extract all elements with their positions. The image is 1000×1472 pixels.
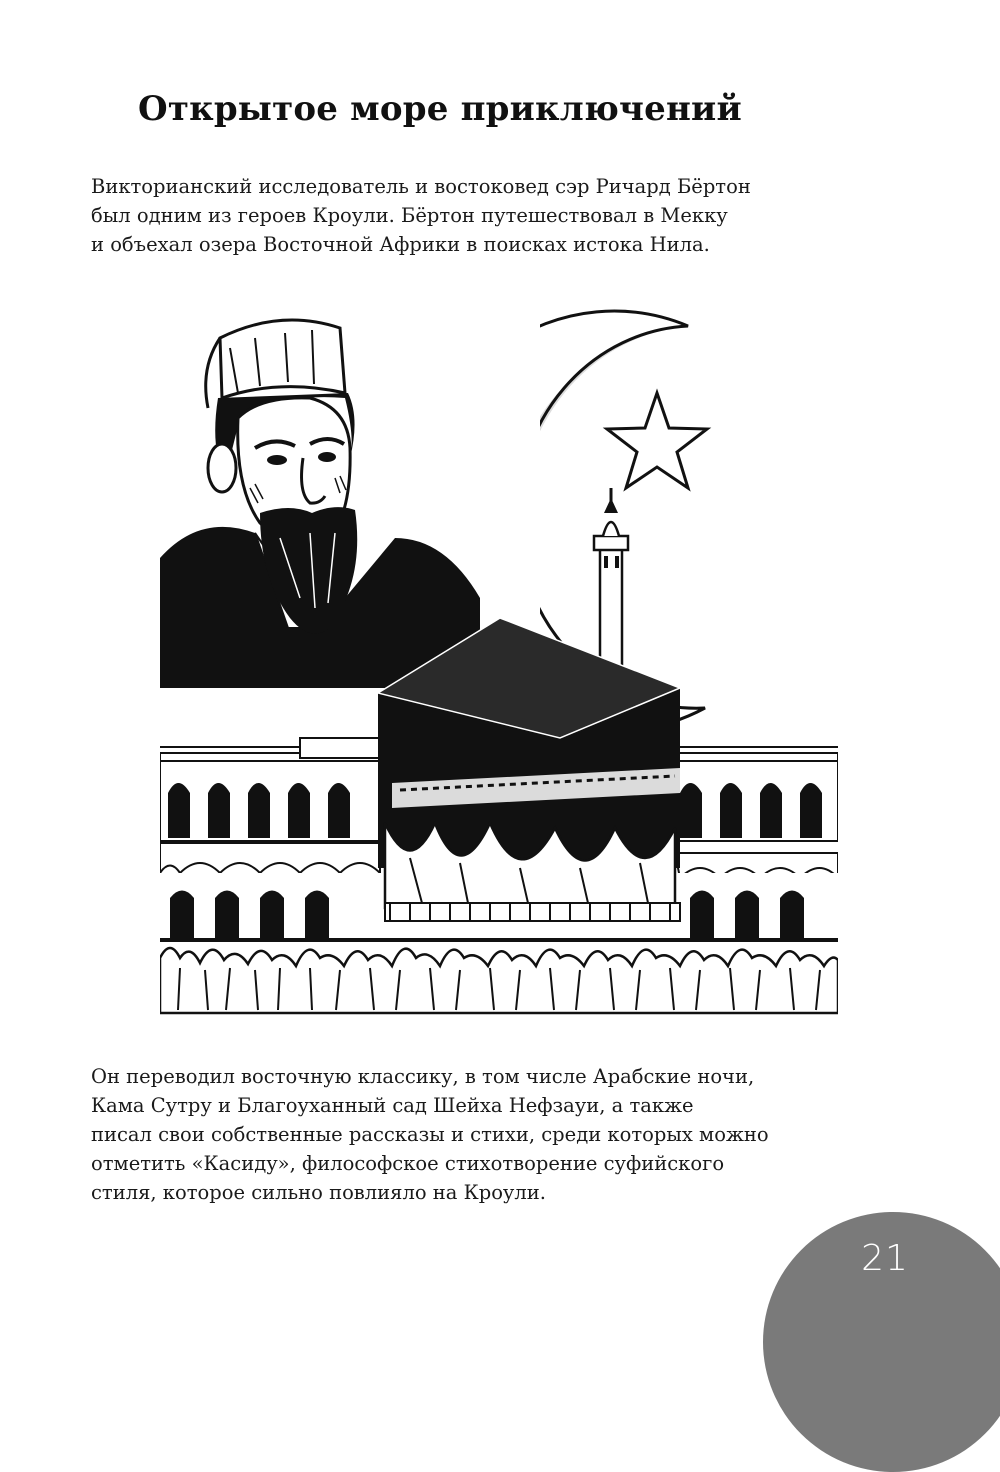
pilgrims-crowd — [160, 938, 838, 1013]
intro-line: Викторианский исследователь и востоковед сэр Ричард Бёртон — [91, 175, 751, 198]
outro-line: писал свои собственные рассказы и стихи, среди которых можно — [91, 1123, 769, 1146]
outro-line: Он переводил восточную классику, в том числе Арабские ночи, — [91, 1065, 755, 1088]
outro-paragraph — [91, 1062, 769, 1207]
outro-line: Кама Сутру и Благоуханный сад Шейха Нефзауи, а также — [91, 1094, 694, 1117]
page-number: 21 — [861, 1238, 909, 1279]
intro-line: был одним из героев Кроули. Бёртон путешествовал в Мекку — [91, 204, 728, 227]
intro-line: и объехал озера Восточной Африки в поисках истока Нила. — [91, 233, 710, 256]
page-title: Открытое море приключений — [138, 89, 742, 129]
burton-mecca-illustration — [160, 298, 838, 1022]
outro-line: отметить «Касиду», философское стихотворение суфийского — [91, 1152, 725, 1175]
intro-paragraph — [91, 172, 751, 259]
star-icon — [607, 393, 707, 488]
outro-line: стиля, которое сильно повлияло на Кроули. — [91, 1181, 546, 1204]
